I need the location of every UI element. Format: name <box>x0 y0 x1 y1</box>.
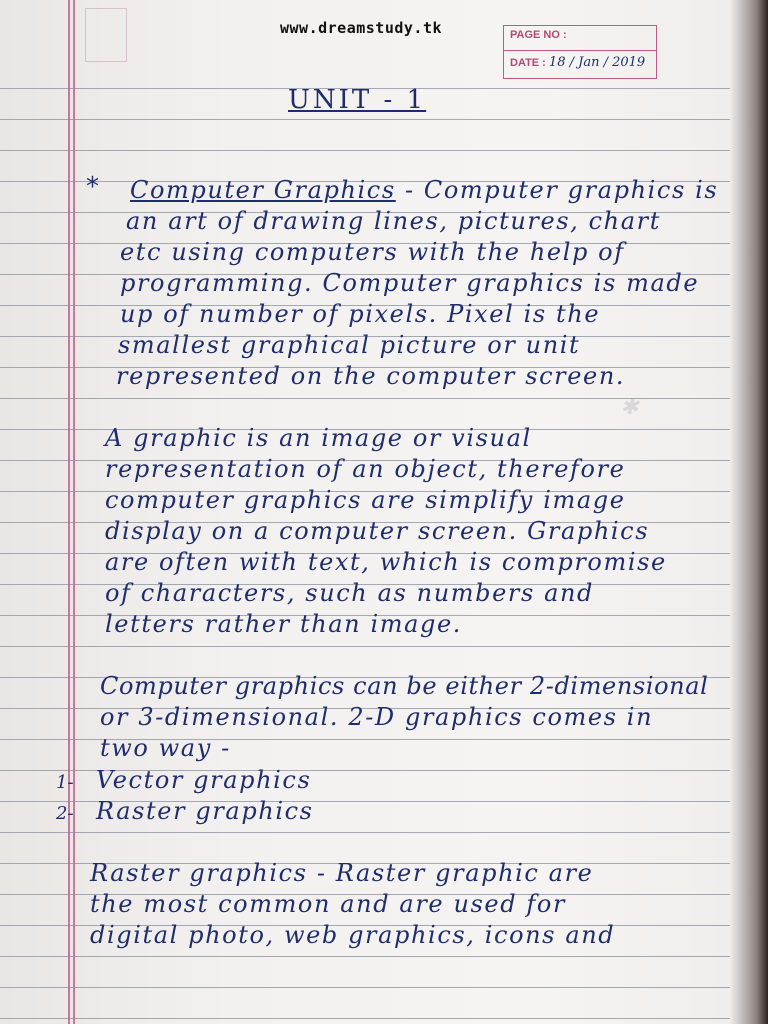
section1-line: smallest graphical picture or unit <box>118 331 581 359</box>
section4-line: digital photo, web graphics, icons and <box>90 921 616 949</box>
section3-line: two way - <box>100 734 231 762</box>
page-date-stamp <box>503 25 657 79</box>
section1-line: up of number of pixels. Pixel is the <box>120 300 601 328</box>
section3-line: or 3-dimensional. 2-D graphics comes in <box>100 703 654 731</box>
margin-line-outer <box>68 0 70 1024</box>
section2-line: letters rather than image. <box>105 610 463 638</box>
section1-heading-rest: - Computer graphics is <box>395 176 719 204</box>
section2-line: representation of an object, therefore <box>105 455 626 483</box>
list-item-vector: Vector graphics <box>96 766 312 794</box>
section2-line: A graphic is an image or visual <box>105 424 532 452</box>
section2-line: display on a computer screen. Graphics <box>105 517 650 545</box>
list-number: 2- <box>56 803 74 824</box>
top-corner-box <box>85 8 127 62</box>
section2-line: computer graphics are simplify image <box>105 486 626 514</box>
bleed-through-text: ✱ <box>620 395 639 420</box>
watermark-url: www.dreamstudy.tk <box>280 19 443 37</box>
section1-line: programming. Computer graphics is made <box>120 269 700 297</box>
date-value: 18 / Jan / 2019 <box>548 55 646 70</box>
section1-heading-line <box>130 176 718 204</box>
section2-line: of characters, such as numbers and <box>105 579 595 607</box>
list-number: 1- <box>56 772 74 793</box>
page-no-label: PAGE NO : <box>510 29 567 41</box>
page-edge-shadow <box>730 0 768 1024</box>
star-bullet-icon: * <box>86 172 99 202</box>
section4-line: the most common and are used for <box>90 890 567 918</box>
section1-line: represented on the computer screen. <box>116 362 626 390</box>
list-item-raster: Raster graphics <box>96 797 314 825</box>
section2-line: are often with text, which is compromise <box>105 548 667 576</box>
section1-line: etc using computers with the help of <box>120 238 625 266</box>
date-label: DATE : <box>510 57 546 69</box>
section4-heading: Raster graphics <box>90 859 308 887</box>
section1-line: an art of drawing lines, pictures, chart <box>126 207 661 235</box>
section4-heading-line <box>90 859 593 887</box>
section1-heading: Computer Graphics <box>130 176 396 204</box>
margin-line-inner <box>73 0 75 1024</box>
section3-line: Computer graphics can be either 2-dimensional <box>100 672 709 700</box>
page-title: UNIT - 1 <box>288 85 427 115</box>
section4-heading-rest: - Raster graphic are <box>307 859 594 887</box>
